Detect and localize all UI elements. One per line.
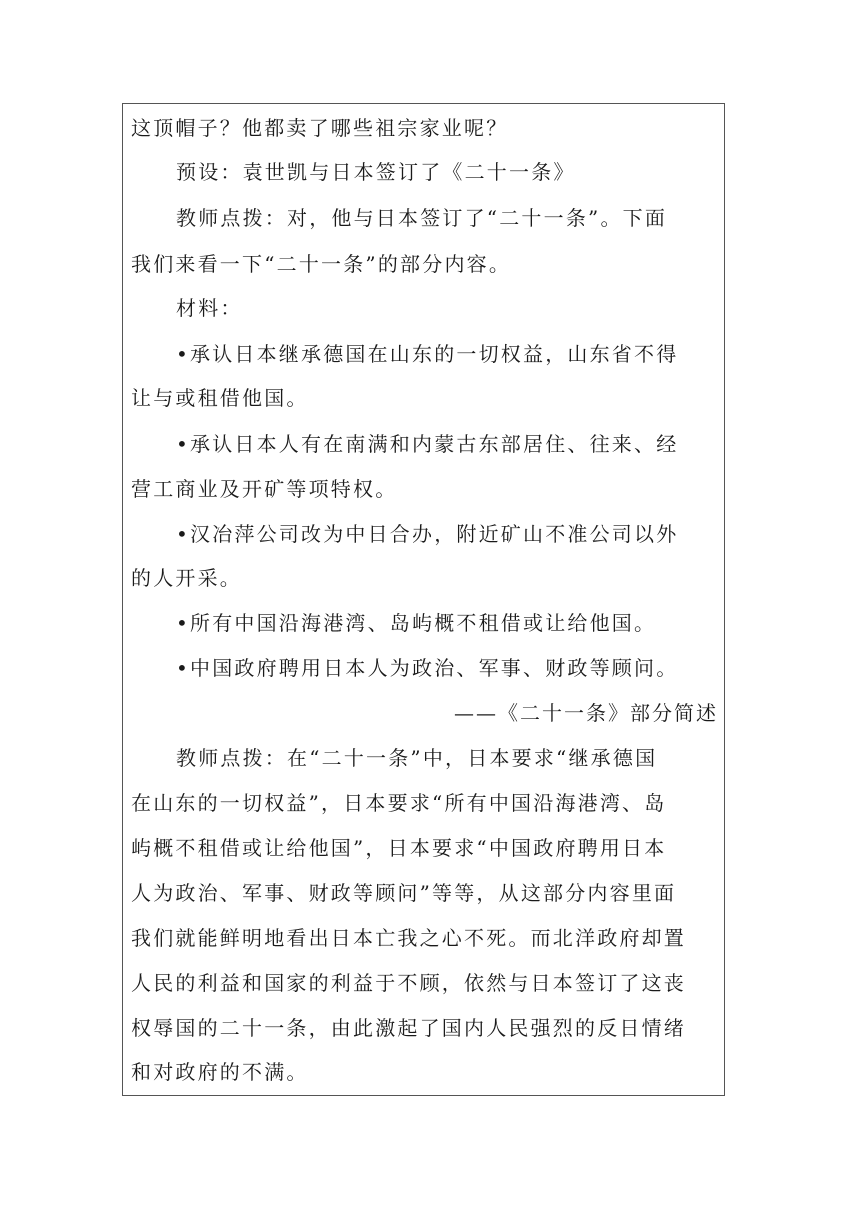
text-line-preset: 预设：袁世凯与日本签订了《二十一条》	[176, 160, 576, 184]
bullet-item-1-cont: 让与或租借他国。	[131, 386, 309, 410]
text-line-22: 和对政府的不满。	[131, 1060, 309, 1084]
text-line-1: 这顶帽子？他都卖了哪些祖宗家业呢？	[131, 116, 509, 140]
text-line-20: 人民的利益和国家的利益于不顾，依然与日本签订了这丧	[131, 971, 686, 995]
text-line-teacher-hint-1: 教师点拨：对，他与日本签订了“二十一条”。下面	[176, 206, 668, 230]
text-line-4: 我们来看一下“二十一条”的部分内容。	[131, 252, 512, 276]
source-attribution: ——《二十一条》部分简述	[454, 701, 718, 725]
text-line-19: 我们就能鲜明地看出日本亡我之心不死。而北洋政府却置	[131, 926, 686, 950]
text-line-material-label: 材料：	[176, 296, 243, 320]
text-line-teacher-hint-2: 教师点拨：在“二十一条”中，日本要求“继承德国	[176, 746, 658, 770]
text-line-18: 人为政治、军事、财政等顾问”等等，从这部分内容里面	[131, 881, 677, 905]
text-line-16: 在山东的一切权益”，日本要求“所有中国沿海港湾、岛	[131, 791, 667, 815]
text-line-17: 屿概不租借或让给他国”，日本要求“中国政府聘用日本	[131, 836, 667, 860]
bullet-item-3: •汉冶萍公司改为中日合办，附近矿山不准公司以外	[176, 522, 679, 546]
bullet-item-2: •承认日本人有在南满和内蒙古东部居住、往来、经	[176, 432, 679, 456]
bullet-item-5: •中国政府聘用日本人为政治、军事、财政等顾问。	[176, 656, 679, 680]
text-line-21: 权辱国的二十一条，由此激起了国内人民强烈的反日情绪	[131, 1016, 686, 1040]
bullet-item-1: •承认日本继承德国在山东的一切权益，山东省不得	[176, 342, 679, 366]
bullet-item-4: •所有中国沿海港湾、岛屿概不租借或让给他国。	[176, 611, 657, 635]
bullet-item-2-cont: 营工商业及开矿等项特权。	[131, 477, 398, 501]
bullet-item-3-cont: 的人开采。	[131, 566, 242, 590]
